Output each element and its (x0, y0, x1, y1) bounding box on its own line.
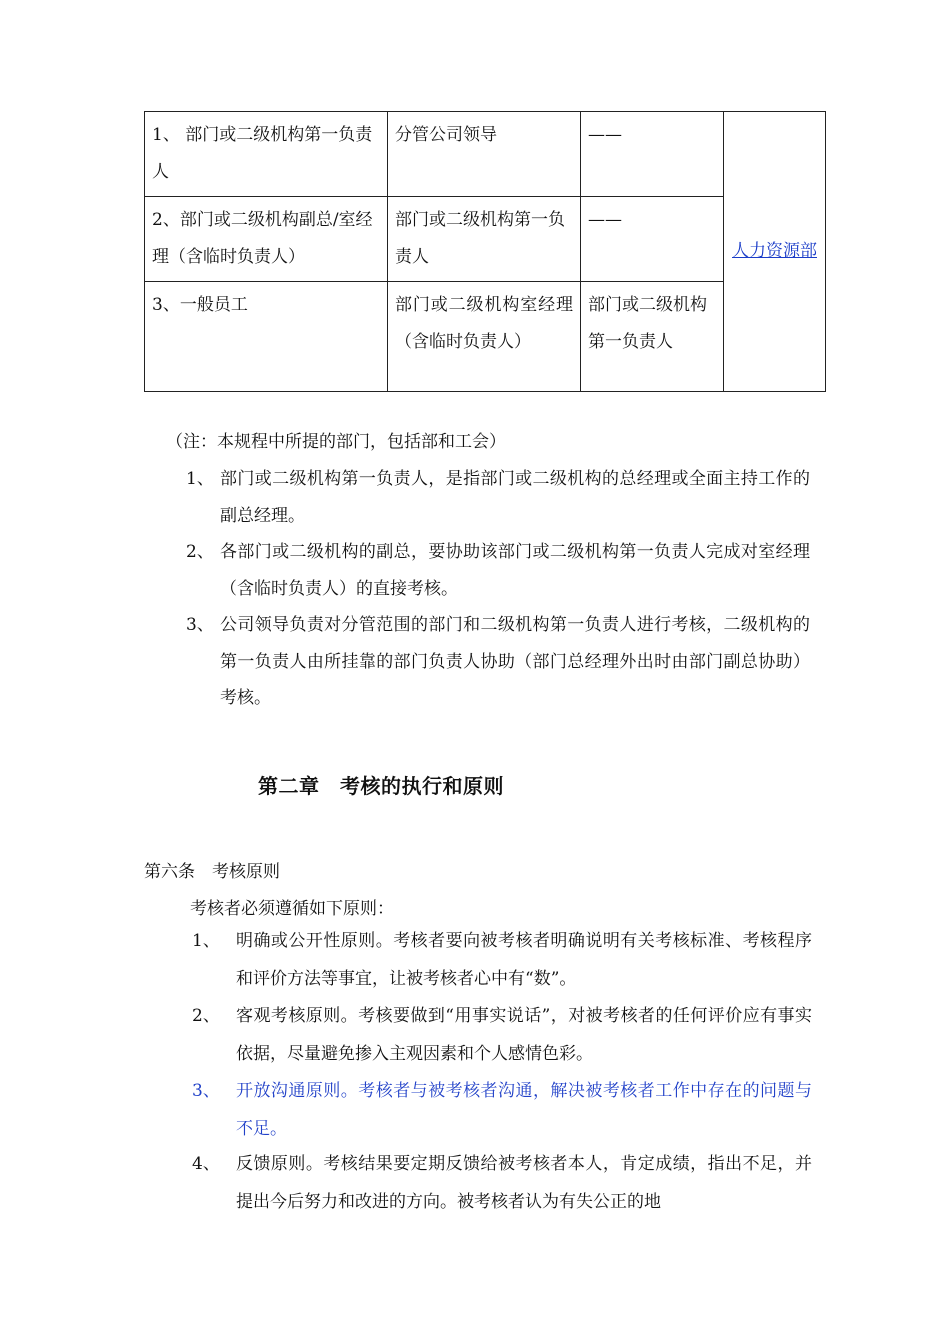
rule-text: 客观考核原则。考核要做到“用事实说话”，对被考核者的任何评价应有事实依据，尽量避免掺入主观因素和个人感情色彩。 (236, 1006, 812, 1064)
table-cell: 部门或二级机构第一负责人 (581, 282, 724, 392)
list-number: 2、 (186, 542, 214, 562)
rule-text: 开放沟通原则。考核者与被考核者沟通，解决被考核者工作中存在的问题与不足。 (236, 1081, 812, 1139)
table-cell-hr (724, 112, 826, 392)
article-intro: 考核者必须遵循如下原则： (190, 899, 394, 919)
note-text: 公司领导负责对分管范围的部门和二级机构第一负责人进行考核，二级机构的第一负责人由所挂靠的部门负责人协助（部门总经理外出时由部门副总协助）考核。 (220, 615, 810, 708)
note-item (186, 461, 810, 534)
list-number: 3、 (192, 1081, 220, 1101)
table-row (145, 197, 826, 282)
note-text: 部门或二级机构第一负责人，是指部门或二级机构的总经理或全面主持工作的副总经理。 (220, 469, 810, 526)
list-number: 3、 (186, 615, 214, 635)
table-cell: 部门或二级机构第一负责人 (388, 197, 581, 282)
table-row (145, 282, 826, 392)
rule-item-highlighted (192, 1073, 812, 1148)
list-number: 4、 (192, 1154, 220, 1174)
note-text: 各部门或二级机构的副总，要协助该部门或二级机构第一负责人完成对室经理（含临时负责人）的直接考核。 (220, 542, 810, 599)
assessment-responsibility-table (144, 111, 826, 392)
table-cell: 2、部门或二级机构副总/室经理（含临时负责人） (145, 197, 388, 282)
rule-item (192, 923, 812, 998)
rule-item (192, 998, 812, 1073)
table-cell: —— (581, 112, 724, 197)
rule-text: 明确或公开性原则。考核者要向被考核者明确说明有关考核标准、考核程序和评价方法等事宜，让被考核者心中有“数”。 (236, 931, 812, 989)
note-heading: （注：本规程中所提的部门，包括部和工会） (166, 432, 506, 452)
note-item (186, 534, 810, 607)
hr-department-link[interactable]: 人力资源部 (732, 241, 817, 261)
list-number: 1、 (186, 469, 214, 489)
table-cell: 分管公司领导 (388, 112, 581, 197)
note-item (186, 607, 810, 717)
rule-item (192, 1146, 812, 1221)
list-number: 1、 (192, 931, 220, 951)
table-row (145, 112, 826, 197)
rule-text: 反馈原则。考核结果要定期反馈给被考核者本人，肯定成绩，指出不足，并提出今后努力和改进的方向。被考核者认为有失公正的地 (236, 1154, 812, 1212)
list-number: 2、 (192, 1006, 220, 1026)
table-cell: 3、一般员工 (145, 282, 388, 392)
article-title: 第六条 考核原则 (144, 862, 280, 882)
chapter-title: 第二章 考核的执行和原则 (258, 774, 504, 798)
table-cell: 1、 部门或二级机构第一负责人 (145, 112, 388, 197)
table-cell: 部门或二级机构室经理 （含临时负责人） (388, 282, 581, 392)
table-cell: —— (581, 197, 724, 282)
